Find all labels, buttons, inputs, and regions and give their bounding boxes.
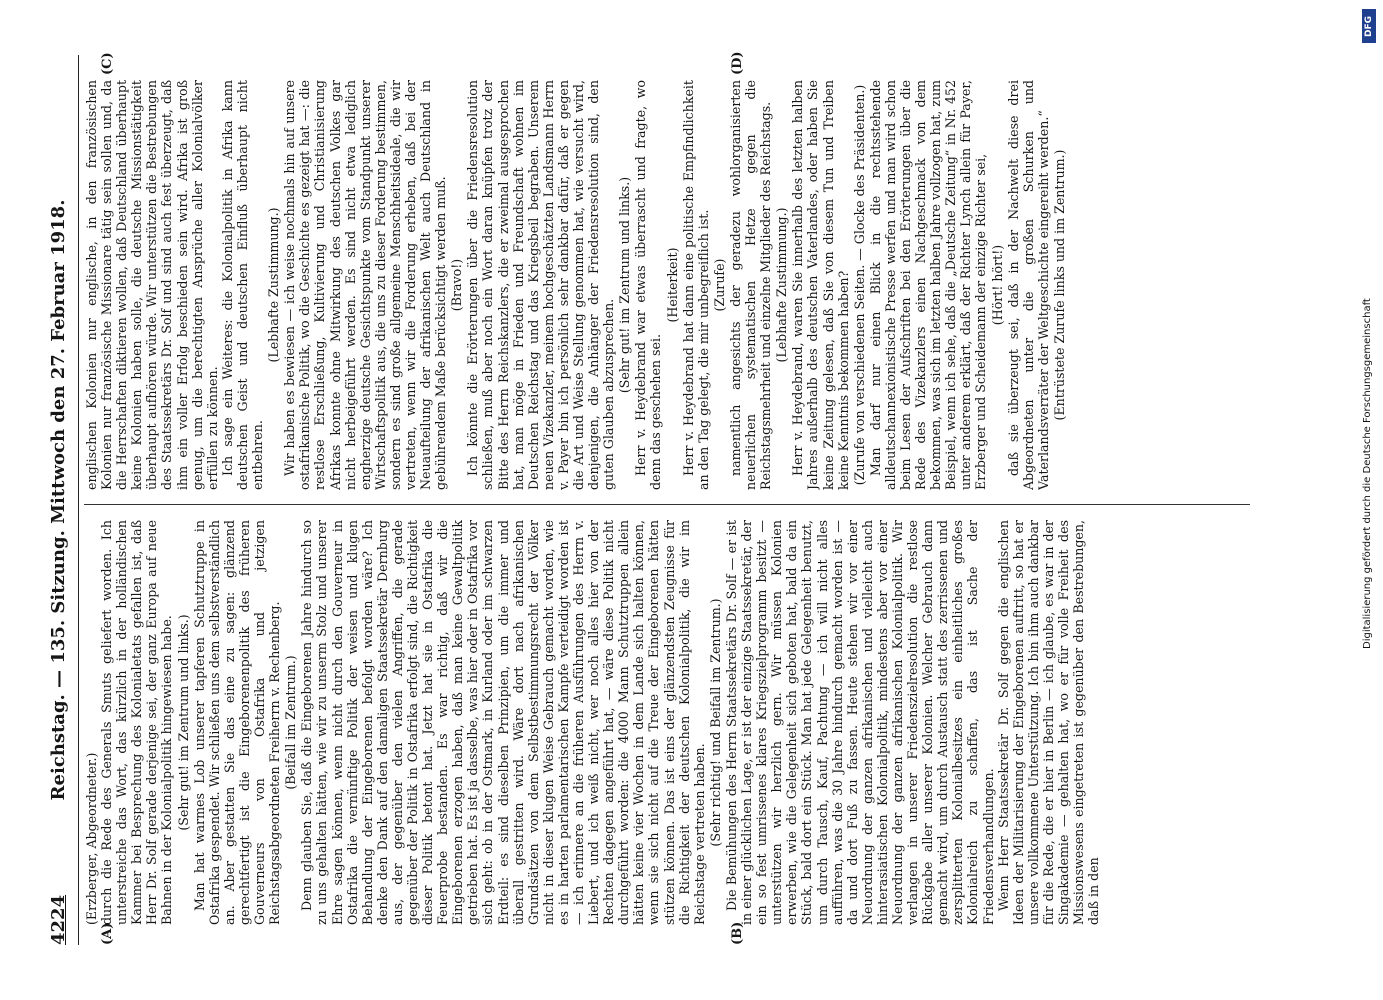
header-title: Reichstag. — 135. Sitzung. Mittwoch den 27. Februar 1918. — [48, 199, 69, 801]
interjection-note: (Zurufe von verschiedenen Seiten. — Glocke des Präsidenten.) — [851, 84, 867, 486]
dfg-logo: DFG — [1362, 9, 1376, 43]
margin-marker-a: (A) — [100, 922, 115, 945]
margin-marker-c: (C) — [100, 52, 115, 75]
left-text-column — [84, 520, 1250, 925]
paragraph: Herr v. Heydebrand war etwas überrascht und fragte, wo denn das geschehen sei. — [633, 80, 664, 490]
interjection-note: (Heiterkeit) — [664, 247, 680, 323]
page-header — [48, 55, 74, 945]
page-number: 4224 — [48, 894, 69, 945]
paragraph: Man hat warmes Lob unserer tapferen Schutztruppe in Ostafrika gespendet. Wir schließen uns dem selbstverständlich an. Aber gestatten Sie das eine zu sagen: glänzend gerechtfertigt ist die Eingeborenenpolitik des früheren Gouverneurs von Ostafrika und jetzigen Reichstagsabgeordneten Freiherrn v. Rechenberg. — [191, 520, 283, 925]
paragraph: Wir haben es bewiesen — ich weise nochmals hin auf unsere ostafrikanische Politik, wo die Geschichte es gezeigt hat —: die restlose Erschließung, Kultivierung und Christianisierung Afrikas konnte ohne Mitwirkung des deutschen Volkes gar nicht herbeigeführt werden. Es sind nicht etwa lediglich engherzige deutsche Gesichtspunkte vom Standpunkt unserer Wirtschaftspolitik aus, die uns zu dieser Forderung bestimmen, sondern es sind große allgemeine Menschheitsideale, die wir vertreten, wenn wir die Forderung erheben, daß bei der Neuaufteilung der afrikanischen Welt auch Deutschland in gebührendem Maße berücksichtigt werden muß. — [282, 80, 449, 490]
paragraph: Wenn Herr Staatssekretär Dr. Solf gegen die englischen Ideen der Militarisierung der Eingeborenen auftritt, so hat er unsere vollkommene Unterstützung. Ich bin ihm auch dankbar für die Rede, die er hier in Berlin — ich glaube, es war in der Singakademie — gehalten hat, wo er für volle Freiheit des Missionswesens eingetreten ist gegenüber den Bestrebungen, daß in den — [995, 520, 1102, 925]
header-rule — [78, 55, 79, 945]
speaker-label: (Erzberger, Abgeordneter.) — [84, 752, 99, 925]
interjection-note: (Beifall im Zentrum.) — [283, 655, 299, 790]
paragraph: Die Bemühungen des Herrn Staatssekretärs Dr. Solf — er ist in einer glücklichen Lage, er ist der einzige Staatssekretär, der ein so fest umrissenes klares Kriegszielprogramm besitzt — unterstützen wir herzlich gern. Wir müssen Kolonien erwerben, wie die Gelegenheit sich geboten hat, bald da ein Stück, bald dort ein Stück. Man hat jede Gelegenheit benutzt, um durch Tausch, Kauf, Pachtung — ich will nicht alles aufführen, was die 30 Jahre hindurch gemacht worden ist — da und dort Fuß zu fassen. Heute stehen wir vor einer Neuordnung der ganzen afrikanischen und vielleicht auch hinterasiatischen Kolonialpolitik, mindestens aber vor einer Neuordnung der ganzen afrikanischen Kolonialpolitik. Wir verlangen in unserer Friedenszielresolution die restlose Rückgabe aller unserer Kolonien. Welcher Gebrauch dann gemacht wird, um durch Austausch statt des zerrissenen und zersplitterten Kolonialbesitzes ein einheitliches großes Kolonialreich zu schaffen, das ist Sache der Friedensverhandlungen. — [723, 520, 996, 925]
margin-marker-b: (B) — [730, 921, 745, 945]
paragraph: englischen Kolonien nur englische, in den französischen Kolonien nur französische Missionare tätig sein sollen und, da die Herrschaften diktieren wollen, daß Deutschland überhaupt keine Kolonien haben solle, die deutsche Missionstätigkeit überhaupt aufhören würde. Wir unterstützen die Bestrebungen des Staatssekretärs Dr. Solf und sind auch fest überzeugt, daß ihm ein voller Erfolg beschieden sein wird. Afrika ist groß genug, um die berechtigten Ansprüche aller Kolonialvölker erfüllen zu können. — [84, 80, 220, 490]
interjection-note: (Lebhafte Zustimmung.) — [774, 207, 790, 363]
interjection-note: (Hört! hört!) — [989, 244, 1005, 326]
paragraph: durch die Rede des Generals Smuts geliefert worden. Ich unterstreiche das Wort, das kürzlich in der holländischen Kammer bei Besprechung des Kolonialetats gefallen ist, daß Herr Dr. Solf gerade derjenige sei, der ganz Europa auf neue Bahnen in der Kolonialpolitik hingewiesen habe. — [99, 520, 175, 925]
paragraph: Denn glauben Sie, daß die Eingeborenen Jahre hindurch so zu uns gehalten hätten, wie wir zu unserm Stolz und unserer Ehre sagen können, wenn nicht durch den Gouverneur in Ostafrika die vernünftige Politik der weisen und klugen Behandlung der Eingeborenen befolgt worden wäre? Ich denke den Dank auf den damaligen Staatssekretär Dernburg aus, der gegenüber den vielen Angriffen, die gerade gegenüber der Politik in Ostafrika erfolgt sind, die Richtigkeit dieser Politik betont hat. Jetzt hat sie in Ostafrika die Feuerprobe bestanden. Es war richtig, daß wir die Eingeborenen erzogen haben, daß man keine Gewaltpolitik getrieben hat. Es ist ja dasselbe, was hier oder in Ostafrika vor sich geht: ob in der Ostmark, in Kurland oder im schwarzen Erdteil: es sind dieselben Prinzipien, um die immer und überall gestritten wird. Wäre dort nach afrikanischen Grundsätzen von dem Selbstbestimmungsrecht der Völker nicht in dieser klugen Weise Gebrauch gemacht worden, wie es in harten parlamentarischen Kampfe verteidigt worden ist — ich erinnere an die früheren Ausführungen des Herrn v. Liebert, und ich weiß nicht, wer noch alles hier von der Rechten dagegen angeführt hat, — wäre diese Politik nicht durchgeführt worden: die 4000 Mann Schutztruppen allein hätten keine vier Wochen in dem Lande sich halten können, wenn sie sich nicht auf die Treue der Eingeborenen hätten stützen können. Das ist eins der glänzendsten Zeugnisse für die Richtigkeit der deutschen Kolonialpolitik, die wir im Reichstage vertreten haben. — [299, 520, 707, 925]
paragraph: namentlich angesichts der geradezu wohlorganisierten neuerlichen systematischen Hetze gegen die Reichstagsmehrheit und einzelne Mitglieder des Reichstags. — [727, 80, 774, 490]
paragraph: daß sie überzeugt sei, daß in der Nachwelt diese drei Abgeordneten unter die großen Schurken und Vaterlandsverräter der Weltgeschichte eingereiht werden.“ — [1005, 80, 1051, 490]
paragraph: Ich könnte die Erörterungen über die Friedensresolution schließen, muß aber noch ein Wort daran knüpfen trotz der Bitte des Herrn Reichskanzlers, die er zweimal ausgesprochen hat, man möge in Frieden und Freundschaft wohnen im Deutschen Reichstag und das Kriegsbeil begraben. Unserem neuen Vizekanzler, meinem hochgeschätzten Landsmann Herrn v. Payer bin ich persönlich sehr dankbar dafür, daß er gegen die Art und Weise Stellung genommen hat, wie versucht wird, denjenigen, die Anhänger der Friedensresolution sind, den guten Glauben abzusprechen. — [465, 80, 617, 490]
interjection-note: (Sehr gut! im Zentrum und links.) — [617, 176, 633, 394]
interjection-note: (Zurufe) — [711, 258, 727, 312]
rotated-page — [40, 35, 1260, 965]
digitization-credit — [1362, 5, 1376, 995]
column-separator — [84, 504, 1250, 505]
interjection-note: (Sehr gut! im Zentrum und links.) — [175, 614, 191, 831]
paragraph: Man darf nur einen Blick in die rechtsstehende alldeutschannexionistische Presse werfen und man wird schon beim Lesen der Aufschriften bei den Erörterungen über die Rede des Vizekanzlers einen Nachgeschmack von dem bekommen, was sich im letzten halben Jahre vollzogen hat, zum Beispiel, wenn ich sehe, daß die „Deutsche Zeitung“ in Nr. 452 unter anderem erklärt, daß der Richter Lynch allein für Payer, Erzberger und Scheidemann der einzige Richter sei, — [867, 80, 989, 490]
margin-marker-d: (D) — [730, 51, 745, 75]
credit-text: Digitalisierung gefördert durch die Deutsche Forschungsgemeinschaft — [1362, 298, 1373, 649]
paragraph: Ich sage ein Weiteres: die Kolonialpolitik in Afrika kann deutschen Geist und deutschen Einfluß überhaupt nicht entbehren. — [219, 80, 266, 490]
right-text-column — [84, 80, 1250, 490]
interjection-note: (Entrüstete Zurufe links und im Zentrum.) — [1051, 149, 1067, 421]
paragraph: Herr v. Heydebrand, waren Sie innerhalb des letzten halben Jahres außerhalb des deutschen Vaterlandes, oder haben Sie keine Zeitung gelesen, daß Sie von diesem Tun und Treiben keine Kenntnis bekommen haben? — [790, 80, 851, 490]
interjection-note: (Bravo!) — [449, 258, 465, 312]
paragraph: Herr v. Heydebrand hat dann eine politische Empfindlichkeit an den Tag gelegt, die mir unbegreiflich ist. — [680, 80, 711, 490]
interjection-note: (Lebhafte Zustimmung.) — [266, 207, 282, 363]
interjection-note: (Sehr richtig! und Beifall im Zentrum.) — [707, 598, 723, 847]
